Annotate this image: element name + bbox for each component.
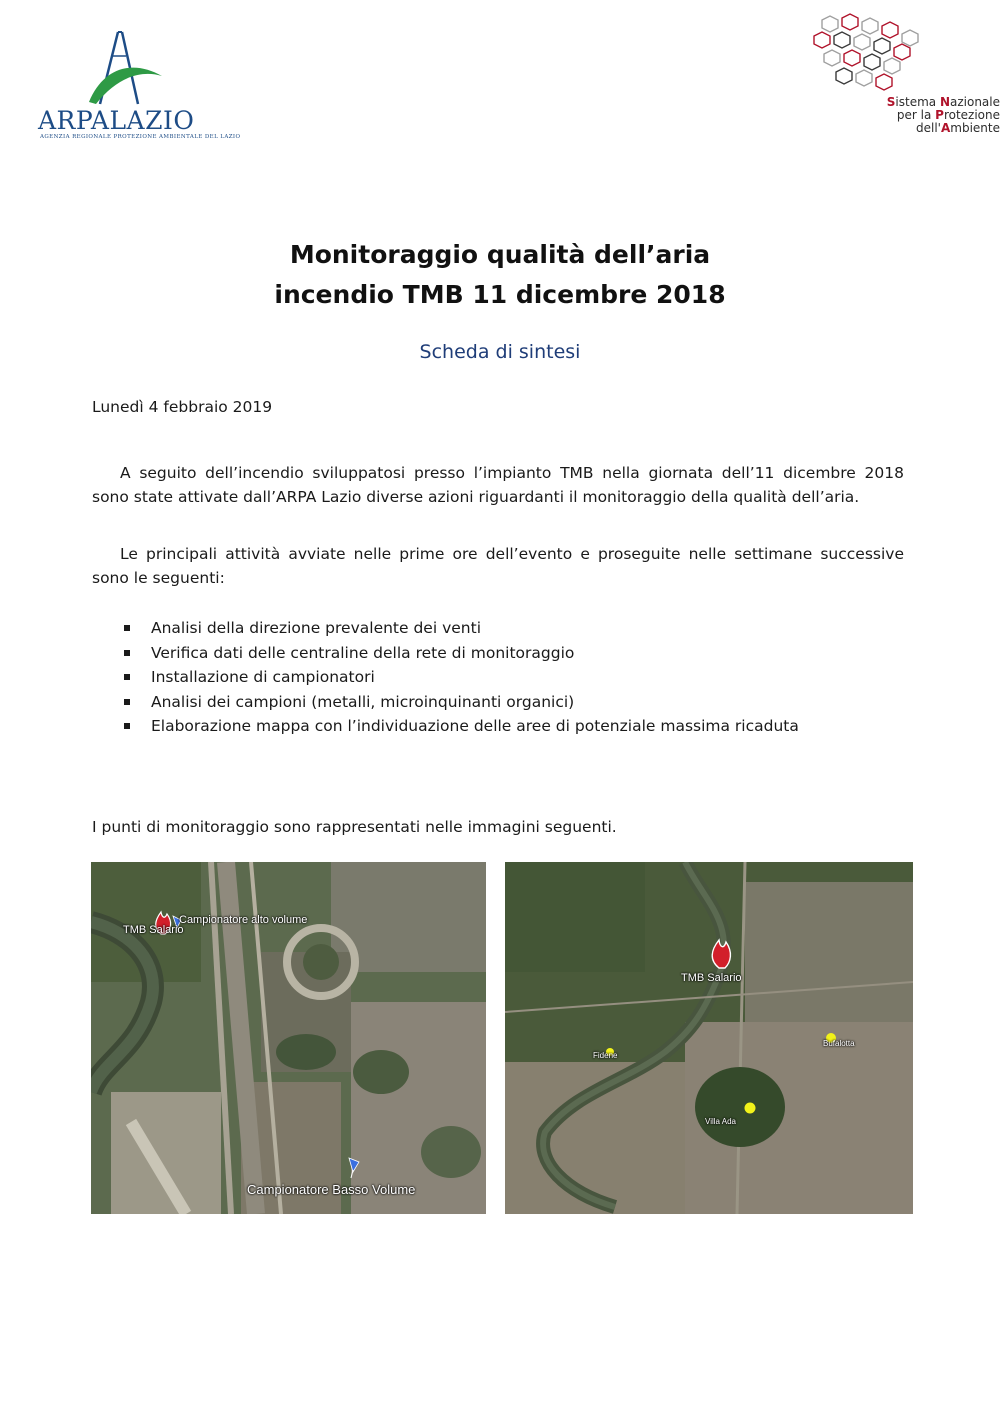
paragraph-activities	[92, 543, 904, 590]
bullet-square-icon	[124, 699, 130, 705]
list-item: Analisi della direzione prevalente dei venti	[92, 616, 904, 641]
map-label-campionatore-basso: Campionatore Basso Volume	[247, 1182, 416, 1197]
document-subtitle: Scheda di sintesi	[419, 341, 581, 363]
snpa-line-3: dell'Ambiente	[916, 121, 1000, 135]
paragraph-intro	[92, 462, 904, 509]
bullet-square-icon	[124, 625, 130, 631]
bullet-square-icon	[124, 674, 130, 680]
snpa-logo	[800, 12, 1000, 142]
list-item: Elaborazione mappa con l’individuazione delle aree di potenziale massima ricaduta	[92, 714, 904, 739]
map-label-tmb-salario: TMB Salario	[681, 972, 742, 984]
snpa-name	[840, 96, 1000, 135]
hexagon-network-icon	[800, 12, 1000, 96]
snpa-line-2: per la Protezione	[896, 108, 1000, 122]
bullet-square-icon	[124, 650, 130, 656]
map-label-campionatore-alto: Campionatore alto volume	[179, 914, 308, 926]
map-label-bufalotta: Bufalotta	[823, 1039, 855, 1048]
bullet-square-icon	[124, 723, 130, 729]
list-item: Installazione di campionatori	[92, 665, 904, 690]
map-label-villa-ada: Villa Ada	[705, 1117, 736, 1126]
snpa-line-1: Sistema Nazionale	[886, 95, 1000, 109]
satellite-map-closeup	[91, 862, 486, 1214]
arpa-lazio-wordmark: ARPALAZIO	[38, 106, 195, 135]
document-title-line-2: incendio TMB 11 dicembre 2018	[274, 280, 726, 309]
list-item: Analisi dei campioni (metalli, microinquinanti organici)	[92, 690, 904, 715]
document-title-line-1: Monitoraggio qualità dell’aria	[289, 240, 711, 269]
satellite-map-overview	[505, 862, 913, 1214]
activities-list	[92, 616, 904, 739]
arpa-lazio-logo	[34, 30, 241, 142]
map-label-tmb-salario: TMB Salario	[123, 924, 184, 936]
images-intro: I punti di monitoraggio sono rappresentati nelle immagini seguenti.	[92, 818, 617, 836]
document-date: Lunedì 4 febbraio 2019	[92, 398, 273, 416]
arpa-lazio-tagline: AGENZIA REGIONALE PROTEZIONE AMBIENTALE DEL LAZIO	[40, 134, 241, 140]
list-item: Verifica dati delle centraline della rete di monitoraggio	[92, 641, 904, 666]
paragraph-intro-text: A seguito dell’incendio sviluppatosi presso l’impianto TMB nella giornata dell’11 dicembre 2018 sono state attivate dall’ARPA Lazio diverse azioni riguardanti il monitoraggio della qualità dell’aria.	[92, 464, 904, 506]
map-label-fidene: Fidene	[593, 1051, 618, 1060]
paragraph-activities-text: Le principali attività avviate nelle prime ore dell’evento e proseguite nelle settimane successive sono le seguenti:	[92, 545, 904, 587]
arpa-lazio-emblem-icon	[34, 30, 204, 108]
